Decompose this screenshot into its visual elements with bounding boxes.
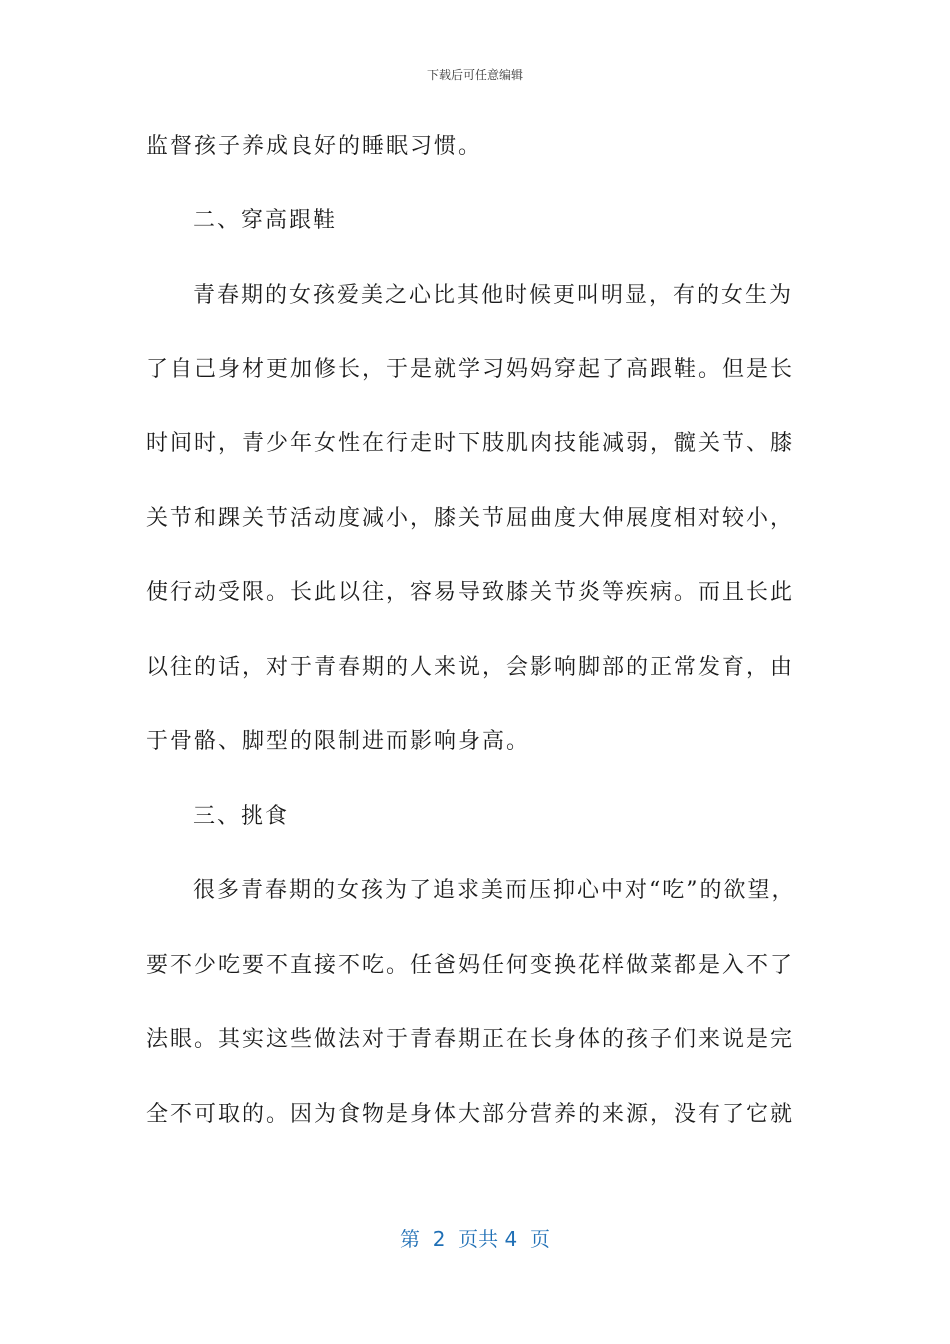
paragraph-line: 很多青春期的女孩为了追求美而压抑心中对“吃”的欲望， <box>193 878 796 903</box>
page-header: 下载后可任意编辑 <box>426 68 523 82</box>
paragraph-line: 时间时，青少年女性在行走时下肢肌肉技能减弱，髋关节、膝 <box>146 431 795 456</box>
paragraph-line: 以往的话，对于青春期的人来说，会影响脚部的正常发育，由 <box>146 655 795 680</box>
paragraph-line: 使行动受限。长此以往，容易导致膝关节炎等疾病。而且长此 <box>146 580 795 605</box>
paragraph-line: 关节和踝关节活动度减小，膝关节屈曲度大伸展度相对较小， <box>146 506 795 531</box>
paragraph-line: 了自己身材更加修长，于是就学习妈妈穿起了高跟鞋。但是长 <box>146 357 795 382</box>
section-heading-picky-eating: 三、挑食 <box>193 804 290 829</box>
paragraph-line: 青春期的女孩爱美之心比其他时候更叫明显，有的女生为 <box>193 283 794 308</box>
paragraph-line: 监督孩子养成良好的睡眠习惯。 <box>146 134 483 159</box>
paragraph-line: 要不少吃要不直接不吃。任爸妈任何变换花样做菜都是入不了 <box>146 953 795 978</box>
page-number-footer: 第 2 页共 4 页 <box>400 1227 550 1251</box>
paragraph-line: 法眼。其实这些做法对于青春期正在长身体的孩子们来说是完 <box>146 1027 795 1052</box>
section-heading-high-heels: 二、穿高跟鞋 <box>193 208 338 233</box>
paragraph-line: 于骨骼、脚型的限制进而影响身高。 <box>146 729 531 754</box>
paragraph-line: 全不可取的。因为食物是身体大部分营养的来源，没有了它就 <box>146 1102 795 1127</box>
